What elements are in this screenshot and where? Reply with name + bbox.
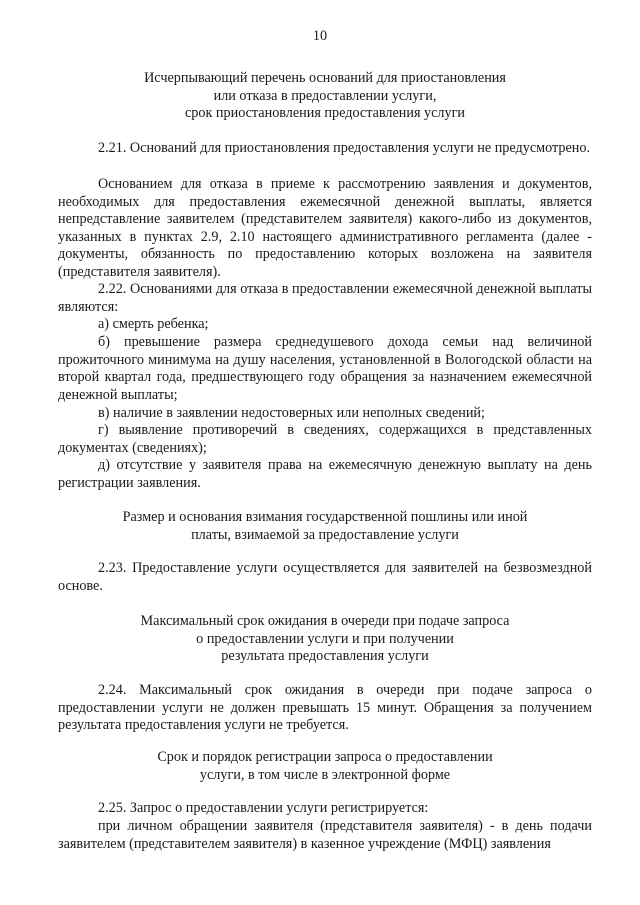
heading-line: о предоставлении услуги и при получении — [196, 630, 454, 647]
heading-line: Размер и основания взимания государственной пошлины или иной — [122, 509, 528, 525]
heading-line: Максимальный срок ожидания в очереди при подаче запроса — [140, 613, 510, 629]
section-heading-registration — [60, 749, 590, 784]
heading-line: Срок и порядок регистрации запроса о предоставлении — [157, 749, 493, 765]
list-item-v: в) наличие в заявлении недостоверных или неполных сведений; — [98, 405, 485, 421]
paragraph-personal-visit: при личном обращении заявителя (представителя заявителя) - в день подачи заявителем (представителем заявителя) в казенное учреждение (МФЦ) заявления — [58, 818, 592, 852]
paragraph-2-21: 2.21. Оснований для приостановления предоставления услуги не предусмотрено. — [98, 140, 591, 156]
list-item-g: г) выявление противоречий в сведениях, содержащихся в представленных документах (сведениях); — [58, 422, 592, 456]
list-item-d: д) отсутствие у заявителя права на ежемесячную денежную выплату на день регистрации заявления. — [58, 457, 592, 491]
paragraph-2-25: 2.25. Запрос о предоставлении услуги регистрируется: — [98, 800, 429, 816]
paragraph-2-24: 2.24. Максимальный срок ожидания в очереди при подаче запроса о предоставлении услуги не должен превышать 15 минут. Обращения за получением результата предоставления услуги не требуется. — [58, 682, 592, 734]
list-item-b: б) превышение размера среднедушевого дохода семьи над величиной прожиточного минимума на душу населения, установленной в Вологодской области на второй квартал года, предшествующего году обращения за назначением ежемесячной денежной выплаты; — [58, 334, 592, 403]
paragraph-2-23: 2.23. Предоставление услуги осуществляется для заявителей на безвозмездной основе. — [58, 560, 592, 594]
heading-line: Исчерпывающий перечень оснований для приостановления — [144, 70, 506, 86]
page-number: 10 — [312, 28, 328, 44]
paragraph-refusal-grounds: Основанием для отказа в приеме к рассмотрению заявления и документов, необходимых для предоставления ежемесячной денежной выплаты, является непредставление заявителем (представителем заявителя) какого-либо из документов, указанных в пунктах 2.9, 2.10 настоящего административного регламента (далее - документы, обязанность по предоставлению которых возложена на заявителя (представителя заявителя). — [58, 176, 592, 280]
heading-line: результата предоставления услуги — [221, 648, 429, 665]
paragraph-2-22: 2.22. Основаниями для отказа в предоставлении ежемесячной денежной выплаты являются: — [58, 281, 592, 315]
heading-line: платы, взимаемой за предоставление услуги — [191, 526, 459, 543]
section-heading-fee — [60, 509, 590, 544]
section-heading-queue-time — [60, 613, 590, 666]
list-item-a: а) смерть ребенка; — [98, 316, 209, 332]
heading-line: срок приостановления предоставления услуги — [184, 105, 465, 122]
heading-line: услуги, в том числе в электронной форме — [199, 766, 451, 783]
heading-line: или отказа в предоставлении услуги, — [213, 87, 437, 104]
section-heading-suspension-grounds — [60, 70, 590, 123]
